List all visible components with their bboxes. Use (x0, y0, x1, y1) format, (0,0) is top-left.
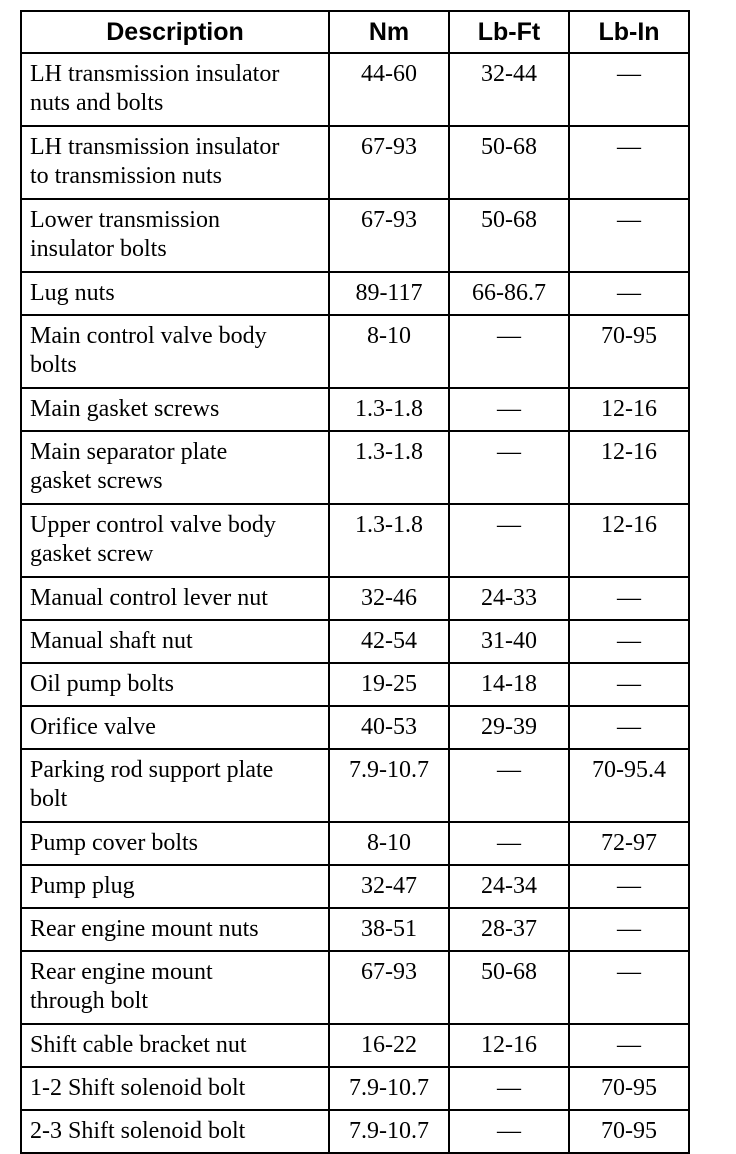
table-row (21, 431, 689, 504)
nm-value-cell: 8-10 (329, 315, 449, 388)
description-line: Upper control valve body (30, 512, 276, 538)
nm-value-cell: 7.9-10.7 (329, 749, 449, 822)
description-line: gasket screw (30, 541, 154, 567)
description-cell (21, 504, 329, 577)
description-line: 2-3 Shift solenoid bolt (30, 1118, 246, 1144)
nm-value-cell: 67-93 (329, 951, 449, 1024)
header-nm: Nm (329, 11, 449, 53)
lb-in-value-cell: 12-16 (569, 388, 689, 431)
nm-value-cell: 1.3-1.8 (329, 431, 449, 504)
lb-in-value-cell: 70-95 (569, 315, 689, 388)
lb-ft-value-cell: 28-37 (449, 908, 569, 951)
description-line: through bolt (30, 988, 148, 1014)
description-line: Manual control lever nut (30, 585, 268, 611)
table-row (21, 315, 689, 388)
description-line: to transmission nuts (30, 163, 223, 189)
lb-ft-value-cell: — (449, 822, 569, 865)
description-line: Main control valve body (30, 323, 267, 349)
nm-value-cell: 40-53 (329, 706, 449, 749)
lb-in-value-cell: 12-16 (569, 504, 689, 577)
description-cell (21, 706, 329, 749)
description-cell (21, 388, 329, 431)
table-row (21, 272, 689, 315)
header-row (21, 11, 689, 53)
lb-ft-value-cell: — (449, 1067, 569, 1110)
description-cell (21, 865, 329, 908)
header-lb-in: Lb-In (569, 11, 689, 53)
description-cell (21, 53, 329, 126)
lb-in-value-cell: — (569, 951, 689, 1024)
lb-ft-value-cell: 50-68 (449, 126, 569, 199)
table-row (21, 865, 689, 908)
description-line: Orifice valve (30, 714, 156, 740)
description-cell (21, 577, 329, 620)
description-line: bolts (30, 352, 77, 378)
lb-in-value-cell: — (569, 908, 689, 951)
description-cell (21, 1024, 329, 1067)
lb-ft-value-cell: — (449, 388, 569, 431)
description-cell (21, 272, 329, 315)
table-row (21, 749, 689, 822)
lb-ft-value-cell: 29-39 (449, 706, 569, 749)
description-line: Pump plug (30, 873, 135, 899)
table-row (21, 1110, 689, 1153)
nm-value-cell: 67-93 (329, 126, 449, 199)
lb-ft-value-cell: — (449, 504, 569, 577)
description-cell (21, 1110, 329, 1153)
lb-in-value-cell: — (569, 272, 689, 315)
lb-in-value-cell: — (569, 126, 689, 199)
description-line: Manual shaft nut (30, 628, 193, 654)
description-cell (21, 749, 329, 822)
lb-ft-value-cell: — (449, 431, 569, 504)
lb-in-value-cell: 70-95 (569, 1067, 689, 1110)
lb-ft-value-cell: 31-40 (449, 620, 569, 663)
nm-value-cell: 44-60 (329, 53, 449, 126)
lb-in-value-cell: — (569, 865, 689, 908)
table-row (21, 53, 689, 126)
table-row (21, 199, 689, 272)
lb-ft-value-cell: 50-68 (449, 951, 569, 1024)
description-line: LH transmission insulator (30, 61, 280, 87)
description-line: nuts and bolts (30, 90, 164, 116)
lb-ft-value-cell: — (449, 315, 569, 388)
description-line: Oil pump bolts (30, 671, 175, 697)
header-lb-ft: Lb-Ft (449, 11, 569, 53)
nm-value-cell: 16-22 (329, 1024, 449, 1067)
lb-in-value-cell: — (569, 706, 689, 749)
lb-ft-value-cell: 32-44 (449, 53, 569, 126)
header-description: Description (21, 11, 329, 53)
table-row (21, 1067, 689, 1110)
table-row (21, 1024, 689, 1067)
description-cell (21, 1067, 329, 1110)
description-line: insulator bolts (30, 236, 167, 262)
nm-value-cell: 67-93 (329, 199, 449, 272)
table-row (21, 951, 689, 1024)
nm-value-cell: 42-54 (329, 620, 449, 663)
nm-value-cell: 1.3-1.8 (329, 388, 449, 431)
description-line: 1-2 Shift solenoid bolt (30, 1075, 246, 1101)
lb-in-value-cell: 12-16 (569, 431, 689, 504)
description-cell (21, 908, 329, 951)
description-line: bolt (30, 786, 68, 812)
table-row (21, 504, 689, 577)
nm-value-cell: 7.9-10.7 (329, 1067, 449, 1110)
description-line: Lug nuts (30, 280, 115, 306)
lb-ft-value-cell: 50-68 (449, 199, 569, 272)
lb-in-value-cell: 72-97 (569, 822, 689, 865)
lb-ft-value-cell: — (449, 1110, 569, 1153)
lb-ft-value-cell: 24-34 (449, 865, 569, 908)
description-line: Parking rod support plate (30, 757, 274, 783)
description-line: gasket screws (30, 468, 163, 494)
nm-value-cell: 38-51 (329, 908, 449, 951)
description-line: Main separator plate (30, 439, 228, 465)
lb-in-value-cell: — (569, 1024, 689, 1067)
torque-spec-table (20, 10, 690, 1154)
lb-ft-value-cell: 24-33 (449, 577, 569, 620)
description-line: Shift cable bracket nut (30, 1032, 247, 1058)
description-cell (21, 431, 329, 504)
lb-in-value-cell: — (569, 199, 689, 272)
lb-ft-value-cell: 14-18 (449, 663, 569, 706)
description-cell (21, 620, 329, 663)
table-row (21, 620, 689, 663)
description-cell (21, 663, 329, 706)
table-row (21, 126, 689, 199)
description-cell (21, 199, 329, 272)
table-row (21, 663, 689, 706)
description-cell (21, 126, 329, 199)
lb-in-value-cell: 70-95.4 (569, 749, 689, 822)
table-body (21, 53, 689, 1153)
table-row (21, 388, 689, 431)
lb-ft-value-cell: 66-86.7 (449, 272, 569, 315)
nm-value-cell: 32-47 (329, 865, 449, 908)
lb-in-value-cell: — (569, 620, 689, 663)
lb-in-value-cell: — (569, 53, 689, 126)
lb-in-value-cell: — (569, 577, 689, 620)
nm-value-cell: 19-25 (329, 663, 449, 706)
description-line: Main gasket screws (30, 396, 220, 422)
nm-value-cell: 89-117 (329, 272, 449, 315)
table-row (21, 908, 689, 951)
description-line: Lower transmission (30, 207, 220, 233)
table-row (21, 822, 689, 865)
nm-value-cell: 8-10 (329, 822, 449, 865)
description-line: Rear engine mount nuts (30, 916, 259, 942)
description-cell (21, 315, 329, 388)
description-line: LH transmission insulator (30, 134, 280, 160)
lb-ft-value-cell: 12-16 (449, 1024, 569, 1067)
nm-value-cell: 1.3-1.8 (329, 504, 449, 577)
nm-value-cell: 7.9-10.7 (329, 1110, 449, 1153)
lb-in-value-cell: 70-95 (569, 1110, 689, 1153)
description-line: Rear engine mount (30, 959, 213, 985)
table-row (21, 706, 689, 749)
description-line: Pump cover bolts (30, 830, 198, 856)
nm-value-cell: 32-46 (329, 577, 449, 620)
table-row (21, 577, 689, 620)
lb-in-value-cell: — (569, 663, 689, 706)
description-cell (21, 951, 329, 1024)
description-cell (21, 822, 329, 865)
lb-ft-value-cell: — (449, 749, 569, 822)
